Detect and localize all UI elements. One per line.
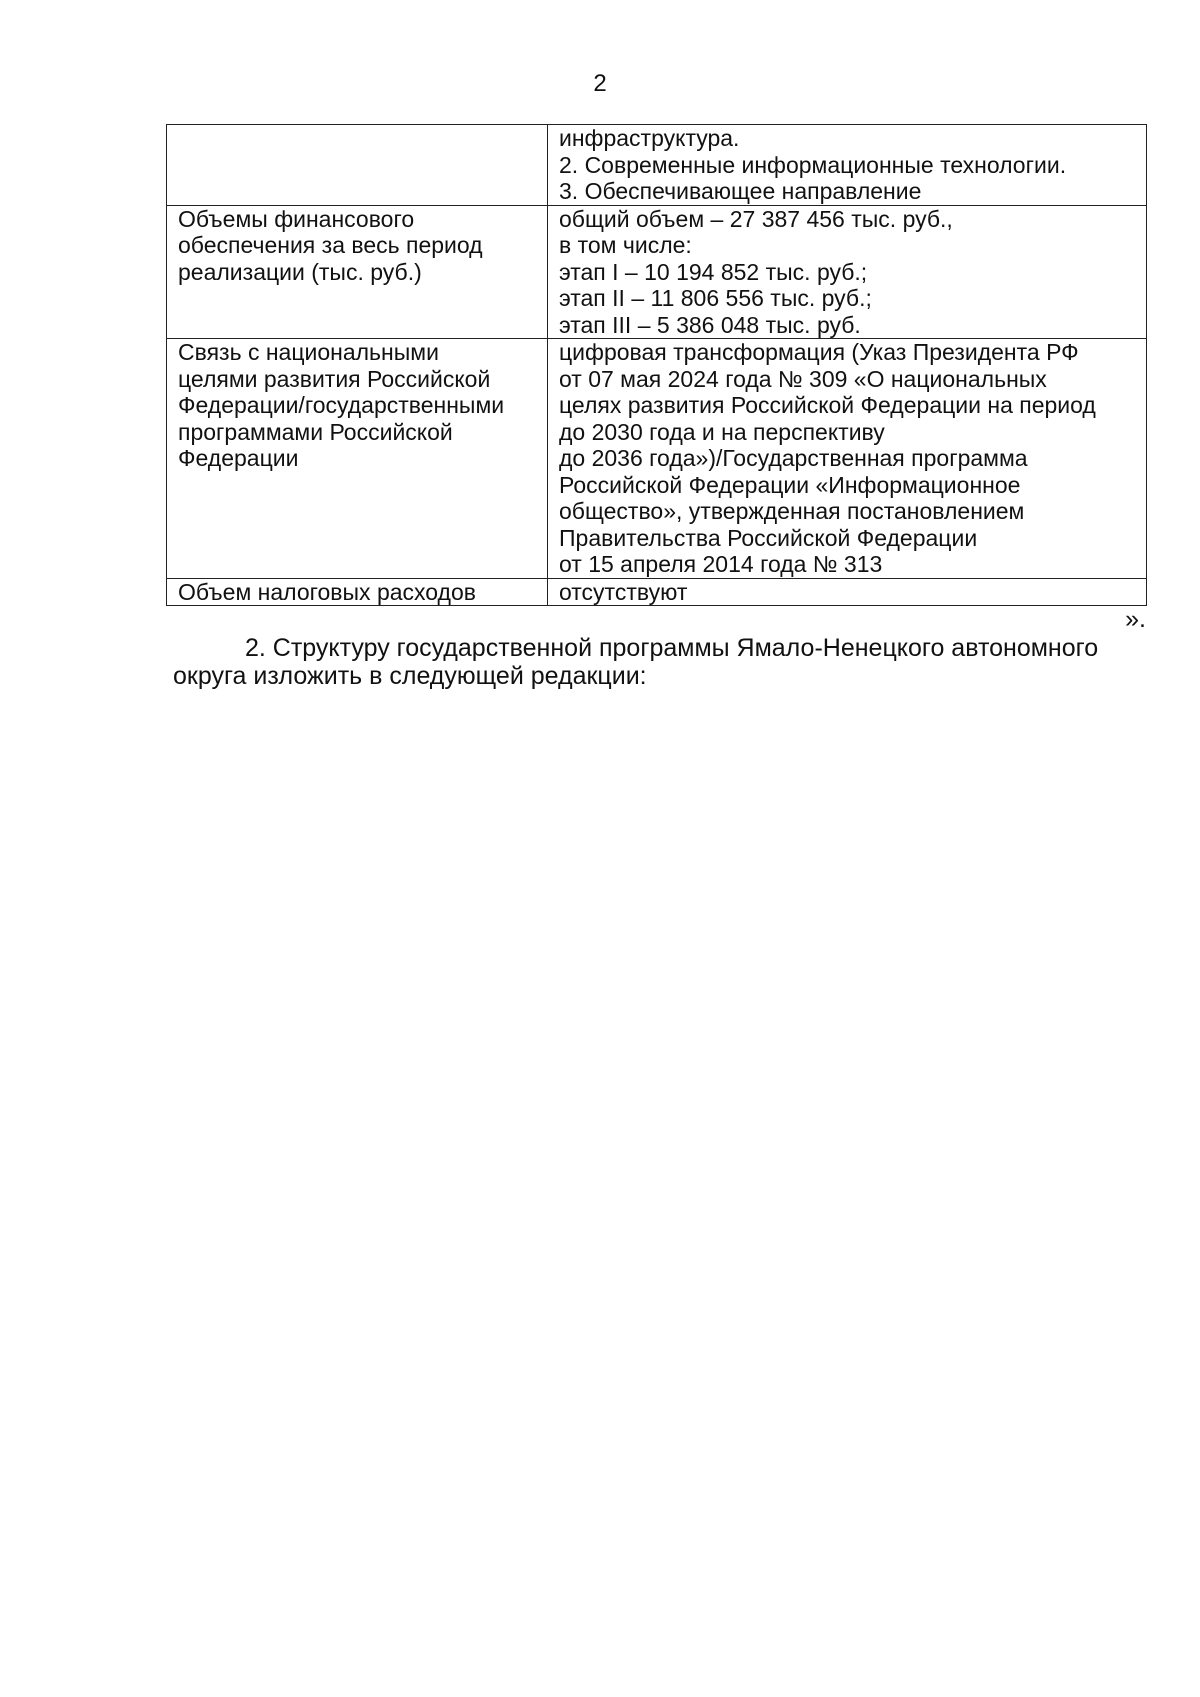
label-line: Федерации/государственными (178, 392, 505, 418)
paragraph-line: 2. Структуру государственной программы Ямало-Ненецкого автономного (245, 634, 1099, 662)
value-line: цифровая трансформация (Указ Президента РФ (559, 339, 1079, 365)
value-line: до 2030 года и на перспективу (559, 418, 885, 445)
closing-quote: ». (1125, 605, 1146, 633)
page-number: 2 (593, 70, 607, 97)
value-line: этап I – 10 194 852 тыс. руб.; (559, 258, 868, 285)
value-line: целях развития Российской Федерации на период (559, 392, 1096, 418)
value-line: до 2036 года»)/Государственная программа (559, 445, 1028, 471)
table-cell-value (548, 205, 1147, 339)
table-cell-label (167, 339, 548, 579)
label-line: целями развития Российской (178, 365, 491, 392)
table-cell-label (167, 205, 548, 339)
label-line: обеспечения за весь период (178, 232, 483, 258)
paragraph-line: округа изложить в следующей редакции: (173, 662, 647, 690)
label-line: реализации (тыс. руб.) (178, 258, 422, 285)
value-line: этап II – 11 806 556 тыс. руб.; (559, 285, 872, 311)
label-line: программами Российской (178, 418, 453, 445)
value-line: Российской Федерации «Информационное (559, 471, 1021, 498)
table-row-national-goals (167, 339, 1147, 579)
label-line: Объем налоговых расходов (178, 578, 476, 605)
label-line: Федерации (178, 445, 299, 471)
program-passport-table (166, 124, 1147, 606)
value-line: в том числе: (559, 232, 692, 258)
value-line: общество», утвержденная постановлением (559, 498, 1025, 524)
table-row-tax-expenditures (167, 578, 1147, 606)
label-line: Связь с национальными (178, 339, 439, 365)
value-line: от 07 мая 2024 года № 309 «О национальных (559, 365, 1047, 392)
value-line: общий объем – 27 387 456 тыс. руб., (559, 205, 953, 232)
table-row-directions (167, 125, 1147, 206)
value-line: инфраструктура. (559, 125, 740, 151)
table-cell-label (167, 125, 548, 206)
table-row-financing (167, 205, 1147, 339)
table-cell-label (167, 578, 548, 606)
value-line: от 15 апреля 2014 года № 313 (559, 551, 883, 577)
value-line: 3. Обеспечивающее направление (559, 178, 922, 204)
table-cell-value (548, 339, 1147, 579)
label-line: Объемы финансового (178, 205, 415, 232)
table-cell-value (548, 125, 1147, 206)
amendment-paragraph (173, 634, 1148, 690)
value-line: этап III – 5 386 048 тыс. руб. (559, 311, 861, 338)
value-line: отсутствуют (559, 578, 688, 605)
value-line: 2. Современные информационные технологии. (559, 151, 1067, 178)
value-line: Правительства Российской Федерации (559, 524, 978, 551)
table-cell-value (548, 578, 1147, 606)
